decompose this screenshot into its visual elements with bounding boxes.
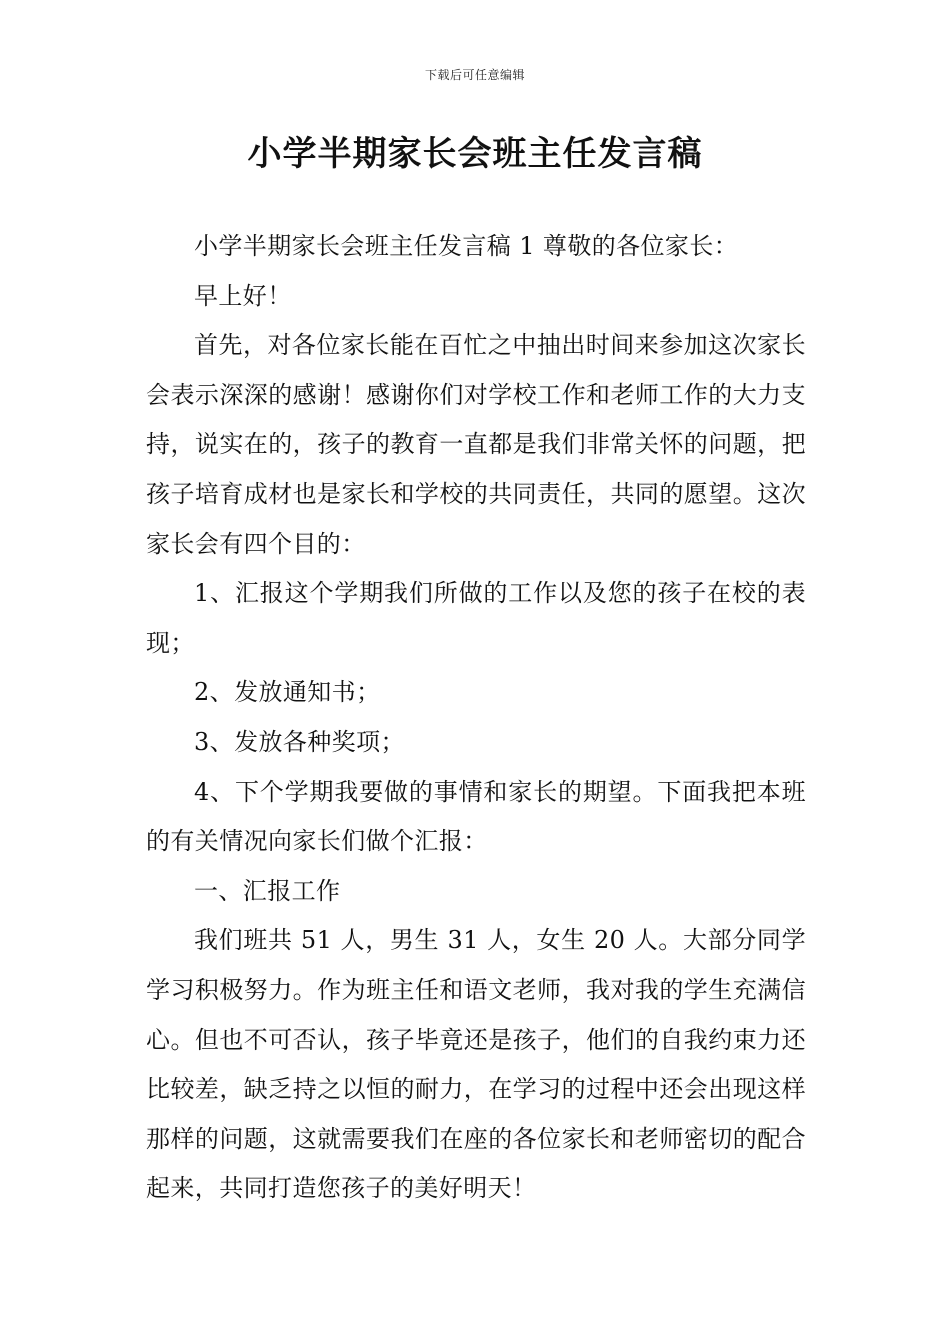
- page-header-note: 下载后可任意编辑: [424, 68, 525, 82]
- paragraph-salutation: 小学半期家长会班主任发言稿 1 尊敬的各位家长：: [194, 232, 739, 260]
- document-body: [146, 222, 806, 1214]
- paragraph-introduction: 首先，对各位家长能在百忙之中抽出时间来参加这次家长会表示深深的感谢！感谢你们对学校工作和老师工作的大力支持，说实在的，孩子的教育一直都是我们非常关怀的问题，把孩子培育成材也是家长和学校的共同责任，共同的愿望。这次家长会有四个目的：: [146, 331, 806, 558]
- document-title: 小学半期家长会班主任发言稿: [247, 134, 703, 174]
- section-heading-report: 一、汇报工作: [194, 876, 341, 905]
- paragraph-class-report: 我们班共 51 人，男生 31 人，女生 20 人。大部分同学学习积极努力。作为班主任和语文老师，我对我的学生充满信心。但也不可否认，孩子毕竟还是孩子，他们的自我约束力还比较差，缺乏持之以恒的耐力，在学习的过程中还会出现这样那样的问题，这就需要我们在座的各位家长和老师密切的配合起来，共同打造您孩子的美好明天！: [146, 926, 806, 1203]
- paragraph-purpose-3: 3、发放各种奖项；: [194, 727, 405, 756]
- paragraph-greeting: 早上好！: [194, 281, 292, 310]
- paragraph-purpose-1: 1、汇报这个学期我们所做的工作以及您的孩子在校的表现；: [146, 579, 806, 657]
- paragraph-purpose-4: 4、下个学期我要做的事情和家长的期望。下面我把本班的有关情况向家长们做个汇报：: [146, 777, 806, 856]
- paragraph-purpose-2: 2、发放通知书；: [194, 678, 381, 707]
